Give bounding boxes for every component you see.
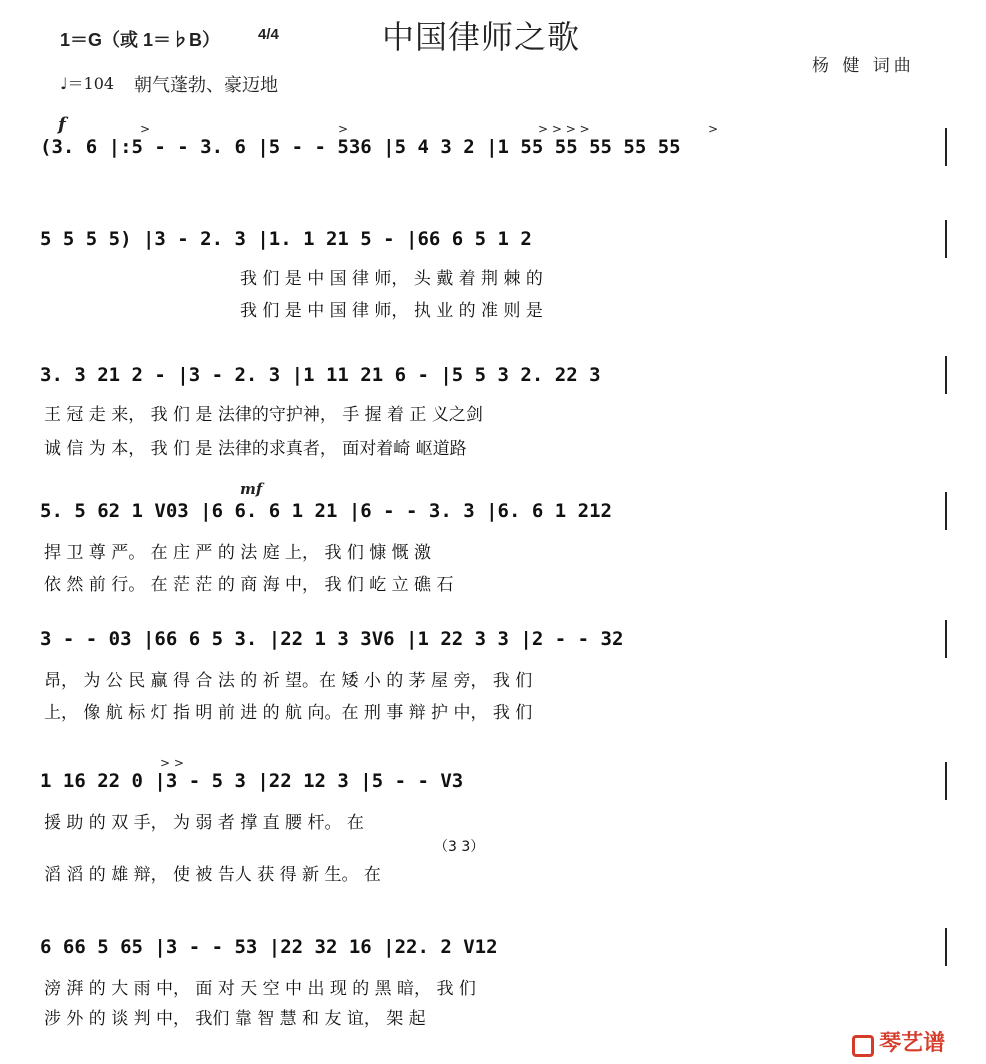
- barline: [945, 620, 947, 658]
- lyric-variant-notes: （3 3）: [434, 839, 485, 855]
- tempo-mark: ♩＝104: [60, 74, 115, 93]
- lyric-verse-2: 涉 外 的 谈 判 中， 我们 靠 智 慧 和 友 谊， 架 起: [44, 1009, 426, 1029]
- accent-mark: >: [338, 122, 349, 136]
- notation-line-6: 1 16 22 0 |3 - 5 3 |22 12 3 |5 - - V3: [40, 770, 464, 792]
- lyric-verse-2: 诚 信 为 本， 我 们 是 法律的求真者， 面对着崎 岖道路: [44, 439, 467, 459]
- lyric-verse-1: 王 冠 走 来， 我 们 是 法律的守护神， 手 握 着 正 义之剑: [44, 405, 483, 425]
- notation-line-7: 6 66 5 65 |3 - - 53 |22 32 16 |22. 2 V12: [40, 936, 498, 958]
- notation-line-2: 5 5 5 5) |3 - 2. 3 |1. 1 21 5 - |66 6 5 1 2: [40, 228, 532, 250]
- lyric-verse-1: 滂 湃 的 大 雨 中， 面 对 天 空 中 出 现 的 黑 暗， 我 们: [44, 979, 476, 999]
- accent-mark: >: [708, 122, 719, 136]
- accent-mark: > > > >: [538, 122, 590, 136]
- lyric-verse-1: 我 们 是 中 国 律 师， 头 戴 着 荆 棘 的: [240, 269, 543, 289]
- lyric-verse-2: 上， 像 航 标 灯 指 明 前 进 的 航 向。在 刑 事 辩 护 中， 我 们: [44, 703, 533, 723]
- credit: 杨 健 词曲: [812, 56, 915, 76]
- notation-line-3: 3. 3 21 2 - |3 - 2. 3 |1 11 21 6 - |5 5 3 2. 22 3: [40, 364, 601, 386]
- lyric-verse-1: 捍 卫 尊 严。 在 庄 严 的 法 庭 上， 我 们 慷 慨 激: [44, 543, 432, 563]
- watermark-text: 琴艺谱: [879, 1031, 946, 1056]
- lyric-verse-1: 援 助 的 双 手， 为 弱 者 撑 直 腰 杆。 在: [44, 813, 364, 833]
- watermark-logo: [852, 1026, 945, 1057]
- dynamic-forte: f: [58, 114, 66, 135]
- logo-icon: [852, 1035, 874, 1057]
- lyric-verse-2: 我 们 是 中 国 律 师， 执 业 的 准 则 是: [240, 301, 543, 321]
- notation-line-4: 5. 5 62 1 V03 |6 6. 6 1 21 |6 - - 3. 3 |6. 6 1 212: [40, 500, 612, 522]
- lyric-verse-2: 滔 滔 的 雄 辩， 使 被 告人 获 得 新 生。 在: [44, 865, 381, 885]
- lyric-verse-2: 依 然 前 行。 在 茫 茫 的 商 海 中， 我 们 屹 立 礁 石: [44, 575, 454, 595]
- expression-mark: 朝气蓬勃、豪迈地: [134, 75, 278, 96]
- barline: [945, 128, 947, 166]
- barline: [945, 928, 947, 966]
- barline: [945, 492, 947, 530]
- accent-mark: >: [140, 122, 151, 136]
- song-title: 中国律师之歌: [382, 18, 581, 56]
- key-signature: 1＝G（或 1＝♭B）: [60, 30, 221, 50]
- accent-mark: > >: [160, 756, 184, 770]
- dynamic-mezzo-forte: mf: [240, 480, 263, 498]
- time-signature: 4/4: [258, 26, 279, 43]
- lyric-verse-1: 昂， 为 公 民 赢 得 合 法 的 祈 望。在 矮 小 的 茅 屋 旁， 我 们: [44, 671, 533, 691]
- barline: [945, 356, 947, 394]
- notation-line-1: (3. 6 |:5 - - 3. 6 |5 - - 536 |5 4 3 2 |1 55 55 55 55 55: [40, 136, 681, 158]
- barline: [945, 220, 947, 258]
- notation-line-5: 3 - - 03 |66 6 5 3. |22 1 3 3V6 |1 22 3 3 |2 - - 32: [40, 628, 624, 650]
- barline: [945, 762, 947, 800]
